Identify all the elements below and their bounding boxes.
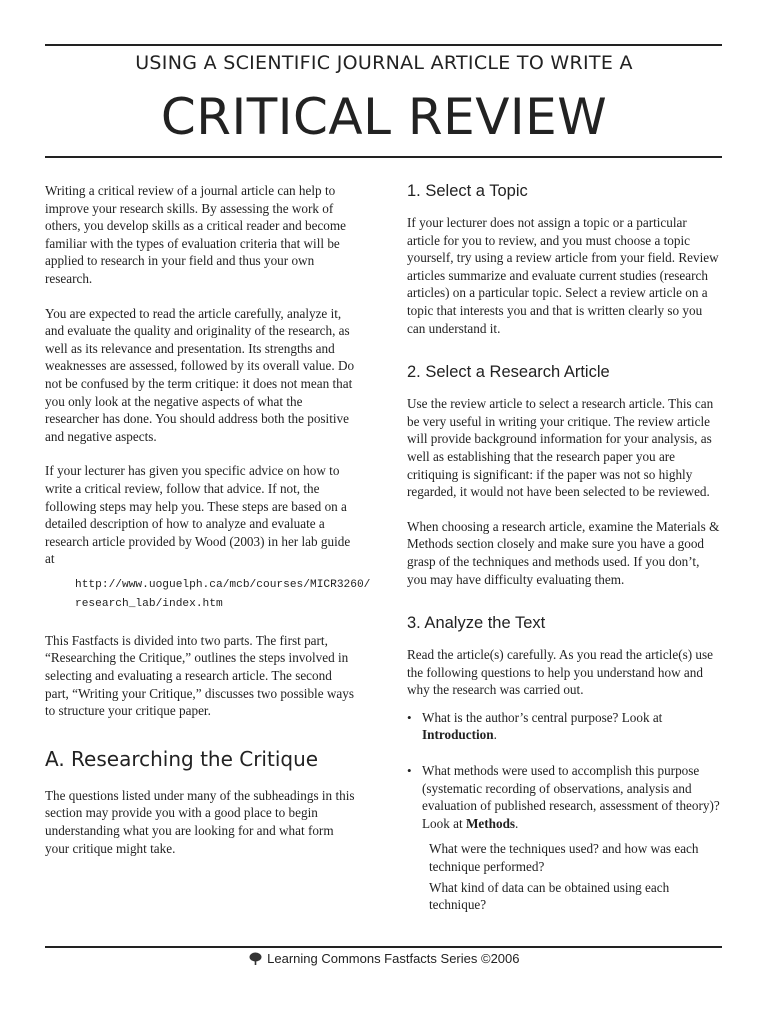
left-column <box>45 182 371 857</box>
right-column <box>407 182 722 914</box>
title-rule <box>45 156 722 158</box>
document-title: CRITICAL REVIEW <box>160 88 608 146</box>
heading-select-topic: 1. Select a Topic <box>407 182 528 200</box>
advice-paragraph: If your lecturer has given you specific advice on how to write a critical review, follow that advice. If not, the following steps may help you. These steps are based on a detailed description of how to analyze and evaluate a research article provided by Wood (2003) in her lab guide at <box>45 463 351 567</box>
bullet-purpose-text: What is the author’s central purpose? Look at <box>422 709 663 725</box>
section-heading: A. Researching the Critique <box>45 746 319 771</box>
top-rule <box>45 44 722 46</box>
bullet-methods-bold: Methods <box>465 815 516 831</box>
analyze-paragraph: Read the article(s) carefully. As you read the article(s) use the following questions to help you understand how and why the research was carried out. <box>407 647 713 698</box>
document-subtitle: USING A SCIENTIFIC JOURNAL ARTICLE TO WRITE A <box>135 52 633 74</box>
expectations-paragraph: You are expected to read the article carefully, analyze it, and evaluate the quality and originality of the research, as well as its relevance and presentation. Its strengths and weaknesses are assessed, followed by its overall value. Do not be confused by the term critique: it does not mean that you only look at the negative aspects of what the researcher has done. You should address both the positive and negative aspects. <box>45 305 355 444</box>
footer-rule <box>45 946 722 948</box>
url-line-2: research_lab/index.htm <box>75 597 223 610</box>
footer-text: Learning Commons Fastfacts Series ©2006 <box>267 951 520 966</box>
reference-url[interactable] <box>75 576 371 614</box>
bullet-icon: • <box>407 709 412 725</box>
bullet-methods <box>407 762 722 832</box>
bullet-purpose-bold: Introduction <box>422 727 494 743</box>
tree-icon <box>249 952 262 965</box>
select-topic-paragraph: If your lecturer does not assign a topic or a particular article for you to review, and you must choose a topic yourself, try using a review article from your field. Review articles summarize and evaluate current studies (research articles) on a particular topic. Select a review article on a topic that interests you and that is written clearly so you can understand it. <box>407 215 719 336</box>
bullet-methods-text: What methods were used to accomplish this purpose (systematic recording of observations, analysis and evaluation of published research, assessment of theory)? Look at <box>422 763 720 831</box>
choosing-article-paragraph: When choosing a research article, examine the Materials & Methods section closely and make sure you have a good grasp of the techniques and methods used. If you don’t, you may have difficulty evaluating them. <box>407 518 720 587</box>
heading-select-article: 2. Select a Research Article <box>407 363 610 382</box>
bullet-icon: • <box>407 763 412 779</box>
heading-analyze-text: 3. Analyze the Text <box>407 614 546 633</box>
section-paragraph: The questions listed under many of the subheadings in this section may provide you with a good place to begin understanding what you are looking for and what form your critique might take. <box>45 787 355 856</box>
bullet-purpose-end: . <box>493 727 497 743</box>
intro-paragraph: Writing a critical review of a journal article can help to improve your research skills. By assessing the work of others, you develop skills as a critical reader and become familiar with the types of evaluation criteria that will be applied to research in your field and thus your own research. <box>45 183 347 286</box>
bullet-methods-end: . <box>515 815 519 831</box>
structure-paragraph: This Fastfacts is divided into two parts. The first part, “Researching the Critique,” outlines the steps involved in selecting and evaluating a research article. The second part, “Writing your Critique,” discusses two possible ways to structure your critique paper. <box>45 632 354 719</box>
footer <box>0 951 768 966</box>
sub-question-techniques: What were the techniques used? and how was each technique performed? <box>429 841 699 875</box>
sub-question-data: What kind of data can be obtained using each technique? <box>429 879 670 913</box>
select-article-paragraph: Use the review article to select a research article. This can be very useful in writing your critique. The review article will provide background information for your analysis, as well as establishing that the research paper you are critiquing is significant: if the paper was not so highly regarded, it would not have been selected to be reviewed. <box>407 396 714 500</box>
url-line-1: http://www.uoguelph.ca/mcb/courses/MICR3260/ <box>75 578 371 591</box>
bullet-purpose <box>407 709 722 744</box>
